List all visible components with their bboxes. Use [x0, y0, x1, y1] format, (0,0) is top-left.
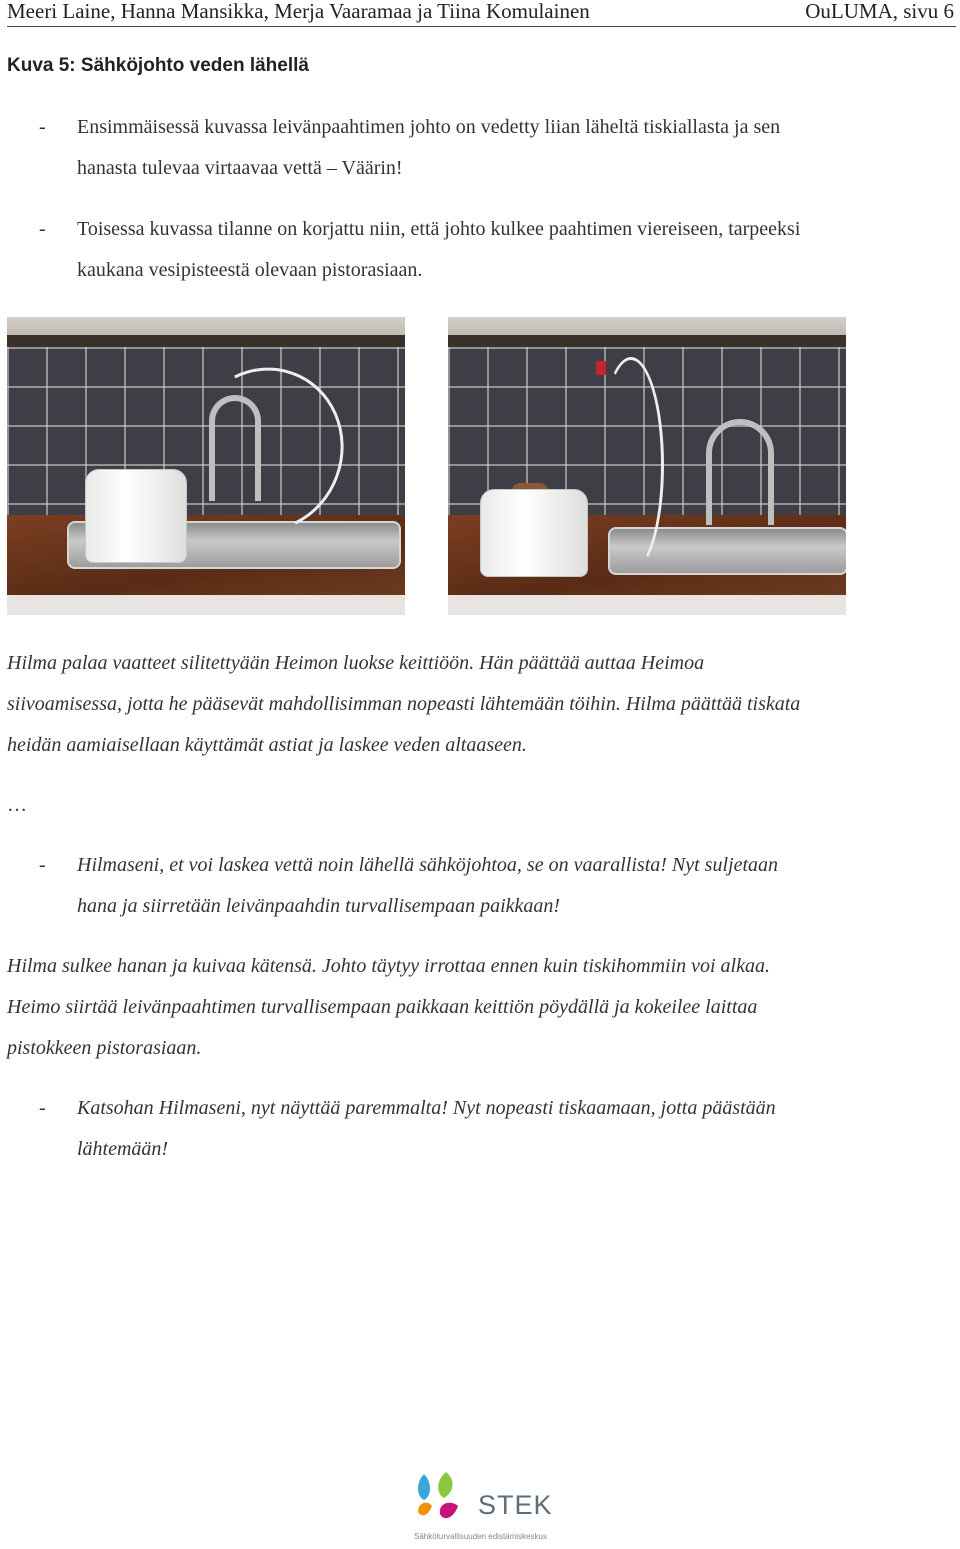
dialogue-quote	[7, 1088, 937, 1170]
story-line: pistokkeen pistorasiaan.	[7, 1037, 202, 1059]
header-page: OuLUMA, sivu 6	[805, 0, 954, 23]
bullet-line: hanasta tulevaa virtaavaa vettä – Väärin!	[77, 157, 403, 179]
photo-wrong-placement	[7, 317, 405, 615]
bullet-line: kaukana vesipisteestä olevaan pistorasiaan.	[77, 259, 423, 281]
bullet-item	[7, 107, 937, 189]
dialogue-quote	[7, 845, 937, 927]
bullet-item	[7, 209, 937, 291]
story-line: heidän aamiaisellaan käyttämät astiat ja laskee veden altaaseen.	[7, 734, 527, 756]
story-paragraph	[7, 946, 953, 1069]
bullet-dash: -	[39, 218, 46, 240]
quote-line: hana ja siirretään leivänpaahdin turvallisempaan paikkaan!	[77, 895, 561, 917]
story-line: Hilma palaa vaatteet silitettyään Heimon luokse keittiöön. Hän päättää auttaa Heimoa	[7, 652, 705, 674]
story-line: Heimo siirtää leivänpaahtimen turvallisempaan paikkaan keittiön pöydällä ja kokeilee laittaa	[7, 996, 758, 1018]
photo-correct-placement	[448, 317, 846, 615]
figure-caption: Kuva 5: Sähköjohto veden lähellä	[7, 55, 309, 76]
quote-line: Katsohan Hilmaseni, nyt näyttää paremmalta! Nyt nopeasti tiskaamaan, jotta päästään	[77, 1097, 776, 1119]
bullet-line: Ensimmäisessä kuvassa leivänpaahtimen johto on vedetty liian läheltä tiskiallasta ja sen	[77, 116, 781, 138]
stek-leaf-icon	[414, 1470, 474, 1530]
stek-tagline: Sähköturvallisuuden edistämiskeskus	[414, 1532, 547, 1541]
quote-line: Hilmaseni, et voi laskea vettä noin lähellä sähköjohtoa, se on vaarallista! Nyt suljetaan	[77, 854, 779, 876]
header-rule	[7, 26, 956, 27]
quote-line: lähtemään!	[77, 1138, 169, 1160]
quote-dash: -	[39, 1097, 46, 1119]
stek-logo	[414, 1470, 554, 1548]
page-header	[0, 0, 960, 30]
bullet-dash: -	[39, 116, 46, 138]
stek-brand: STEK	[478, 1490, 553, 1520]
story-paragraph	[7, 643, 953, 766]
story-ellipsis: …	[7, 794, 27, 816]
quote-dash: -	[39, 854, 46, 876]
story-line: Hilma sulkee hanan ja kuivaa kätensä. Johto täytyy irrottaa ennen kuin tiskihommiin voi alkaa.	[7, 955, 770, 977]
header-authors: Meeri Laine, Hanna Mansikka, Merja Vaaramaa ja Tiina Komulainen	[7, 0, 590, 23]
story-line: siivoamisessa, jotta he pääsevät mahdollisimman nopeasti lähtemään töihin. Hilma päättää tiskata	[7, 693, 801, 715]
bullet-line: Toisessa kuvassa tilanne on korjattu niin, että johto kulkee paahtimen viereiseen, tarpeeksi	[77, 218, 801, 240]
